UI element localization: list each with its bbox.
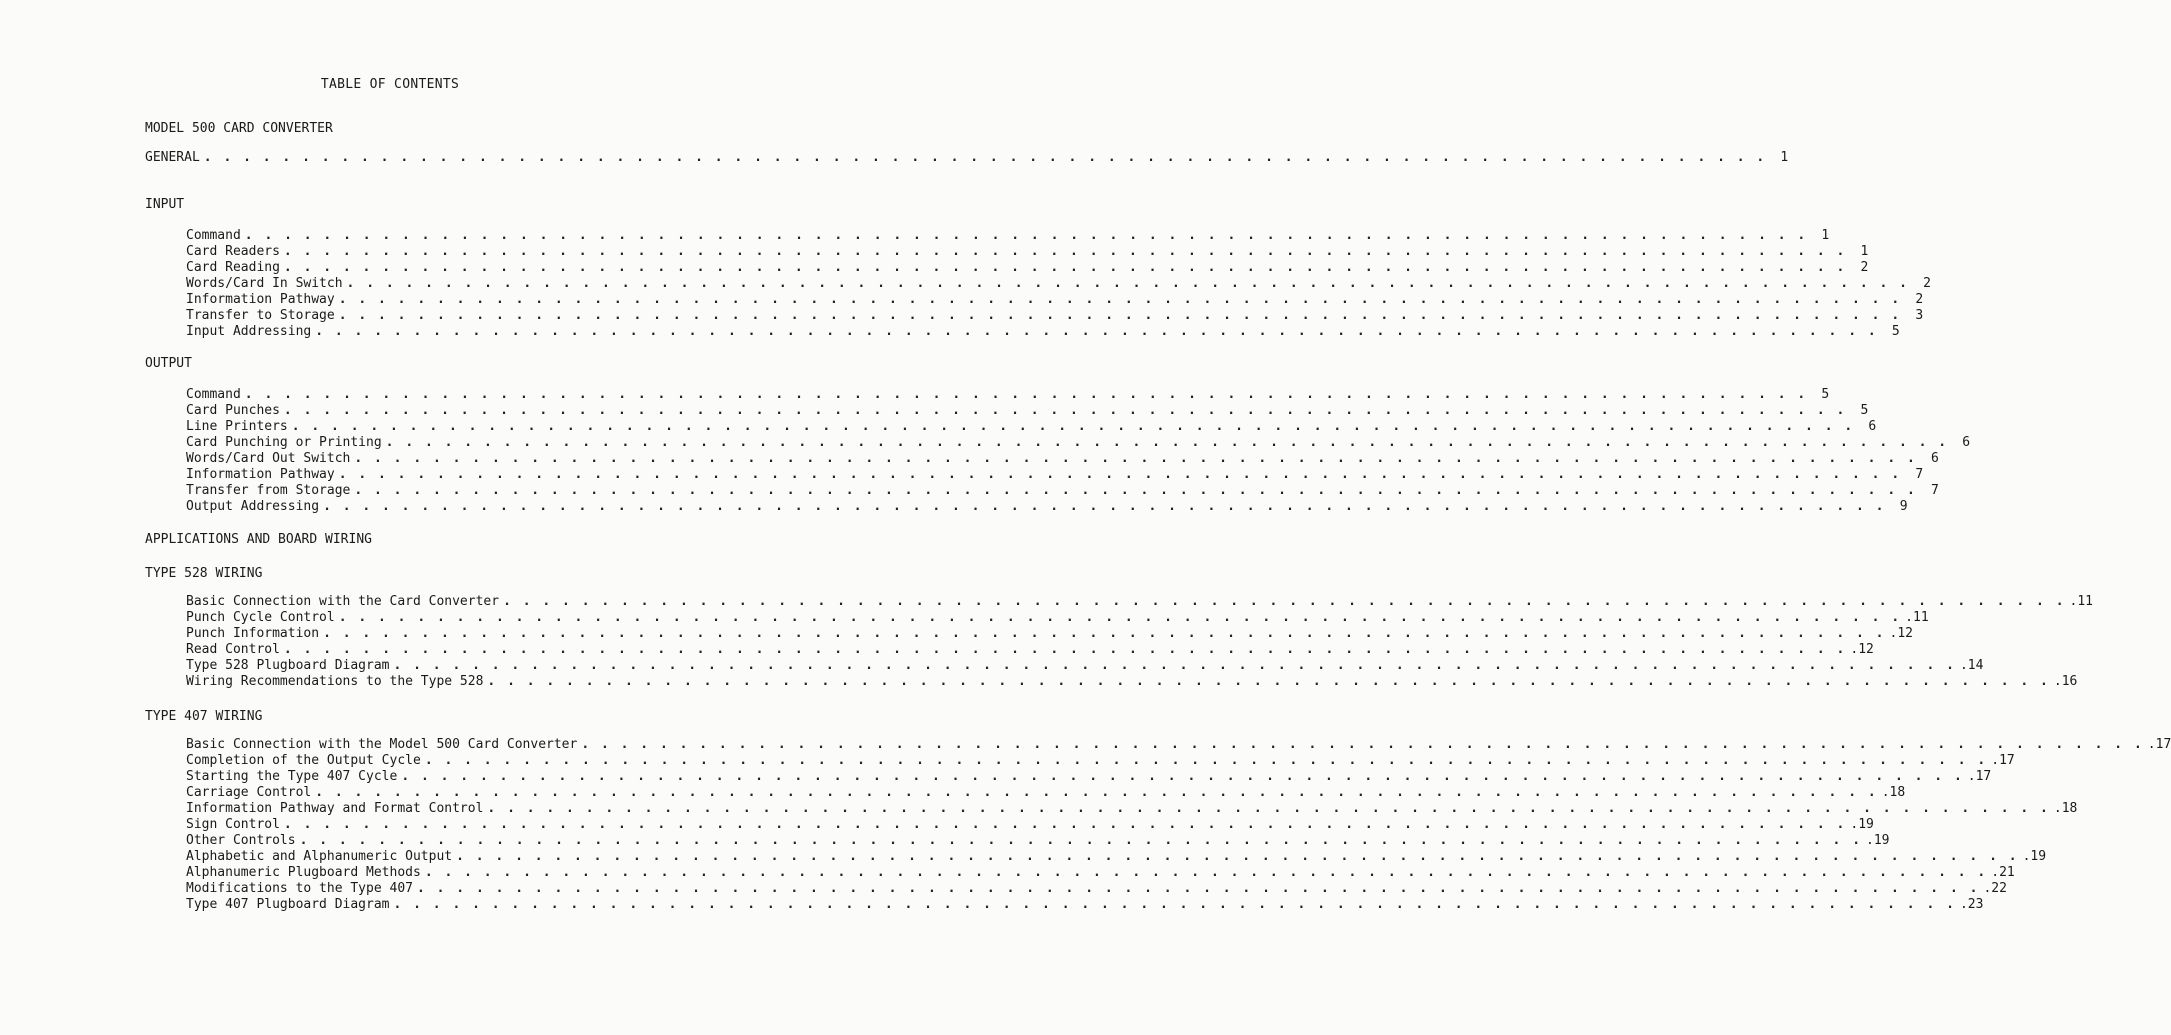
dot-leader: . . . . . . . . . . . . . . . . . . . . . . . . . . . . . . . . . . . . . . . . . . . . . . . . . . . . . . . . . . . . . . . . . . . . . . . . . . . . . . . . <box>385 435 1949 450</box>
toc-entry-page: 2 <box>1923 276 1931 291</box>
toc-entry-page: 7 <box>1931 483 1939 498</box>
toc-entry-label: Starting the Type 407 Cycle <box>186 769 398 784</box>
dot-leader: . . . . . . . . . . . . . . . . . . . . . . . . . . . . . . . . . . . . . . . . . . . . . . . . . . . . . . . . . . . . . . . . . . . . . . . . . . . . . . . . <box>291 419 1855 434</box>
toc-entry-page: 1 <box>1780 150 1789 165</box>
toc-entry-label: Information Pathway <box>186 467 335 482</box>
dot-leader: . . . . . . . . . . . . . . . . . . . . . . . . . . . . . . . . . . . . . . . . . . . . . . . . . . . . . . . . . . . . . . . . . . . . . . . . . . . . . . . . <box>393 897 1956 912</box>
toc-entry-label: Output Addressing <box>186 499 320 514</box>
toc-entry-label: Line Printers <box>186 419 288 434</box>
toc-entry <box>186 467 1924 483</box>
dot-leader: . . . . . . . . . . . . . . . . . . . . . . . . . . . . . . . . . . . . . . . . . . . . . . . . . . . . . . . . . . . . . . . . . . . . . . . . . . . . . . . . <box>503 594 2066 609</box>
toc-entry-page: .11 <box>1905 610 1929 625</box>
toc-entry-label: Transfer from Storage <box>186 483 351 498</box>
dot-leader: . . . . . . . . . . . . . . . . . . . . . . . . . . . . . . . . . . . . . . . . . . . . . . . . . . . . . . . . . . . . . . . . . . . . . . . . . . . . . . . . <box>456 849 2019 864</box>
toc-entry-label: Type 528 Plugboard Diagram <box>186 658 390 673</box>
toc-entry <box>186 753 2015 769</box>
dot-leader: . . . . . . . . . . . . . . . . . . . . . . . . . . . . . . . . . . . . . . . . . . . . . . . . . . . . . . . . . . . . . . . . . . . . . . . . . . . . . . . . <box>354 451 1917 466</box>
toc-entry <box>186 260 1869 276</box>
toc-entry-label: Punch Cycle Control <box>186 610 335 625</box>
toc-entry-page: 5 <box>1821 387 1830 402</box>
toc-entry-label: Command <box>186 387 241 402</box>
toc-entry-label: Modifications to the Type 407 <box>186 881 413 896</box>
toc-entry-page: .21 <box>1991 865 2015 880</box>
toc-entry <box>186 292 1924 308</box>
toc-entry-page: .17 <box>2147 737 2171 752</box>
toc-entry-label: Type 407 Plugboard Diagram <box>186 897 390 912</box>
toc-entry-label: Input Addressing <box>186 324 312 339</box>
toc-entry-page: .14 <box>1959 658 1984 673</box>
dot-leader: . . . . . . . . . . . . . . . . . . . . . . . . . . . . . . . . . . . . . . . . . . . . . . . . . . . . . . . . . . . . . . . . . . . . . . . . . . . . . . . . <box>346 276 1909 291</box>
toc-entry <box>186 244 1869 260</box>
toc-entry-label: Carriage Control <box>186 785 312 800</box>
dot-leader: . . . . . . . . . . . . . . . . . . . . . . . . . . . . . . . . . . . . . . . . . . . . . . . . . . . . . . . . . . . . . . . . . . . . . . . . . . . . . . . . <box>315 785 1878 800</box>
toc-entry-page: .19 <box>1866 833 1890 848</box>
toc-entry-page: 1 <box>1860 244 1869 259</box>
dot-leader: . . . . . . . . . . . . . . . . . . . . . . . . . . . . . . . . . . . . . . . . . . . . . . . . . . . . . . . . . . . . . . . . . . . . . . . . . . . . . . . . <box>487 674 2050 689</box>
dot-leader: . . . . . . . . . . . . . . . . . . . . . . . . . . . . . . . . . . . . . . . . . . . . . . . . . . . . . . . . . . . . . . . . . . . . . . . . . . . . . . . . <box>203 150 1767 165</box>
toc-entry-page: 7 <box>1915 467 1924 482</box>
toc-entry <box>186 865 2015 881</box>
dot-leader: . . . . . . . . . . . . . . . . . . . . . . . . . . . . . . . . . . . . . . . . . . . . . . . . . . . . . . . . . . . . . . . . . . . . . . . . . . . . . . . . <box>299 833 1863 848</box>
dot-leader: . . . . . . . . . . . . . . . . . . . . . . . . . . . . . . . . . . . . . . . . . . . . . . . . . . . . . . . . . . . . . . . . . . . . . . . . . . . . . . . . <box>283 260 1847 275</box>
toc-entry <box>186 419 1877 435</box>
toc-entry <box>186 324 1900 340</box>
toc-entry-label: Sign Control <box>186 817 280 832</box>
toc-entry <box>186 276 1931 292</box>
toc-entry-label: Card Readers <box>186 244 280 259</box>
toc-entry <box>186 610 1929 626</box>
dot-leader: . . . . . . . . . . . . . . . . . . . . . . . . . . . . . . . . . . . . . . . . . . . . . . . . . . . . . . . . . . . . . . . . . . . . . . . . . . . . . . . . <box>338 308 1902 323</box>
dot-leader: . . . . . . . . . . . . . . . . . . . . . . . . . . . . . . . . . . . . . . . . . . . . . . . . . . . . . . . . . . . . . . . . . . . . . . . . . . . . . . . . <box>338 610 1902 625</box>
toc-entry <box>186 228 1830 244</box>
toc-entry <box>186 674 2078 690</box>
toc-entry <box>186 817 1874 833</box>
toc-entry-label: GENERAL <box>145 150 200 165</box>
toc-entry <box>186 451 1939 467</box>
toc-entry-page: .18 <box>2053 801 2078 816</box>
dot-leader: . . . . . . . . . . . . . . . . . . . . . . . . . . . . . . . . . . . . . . . . . . . . . . . . . . . . . . . . . . . . . . . . . . . . . . . . . . . . . . . . <box>244 387 1808 402</box>
dot-leader: . . . . . . . . . . . . . . . . . . . . . . . . . . . . . . . . . . . . . . . . . . . . . . . . . . . . . . . . . . . . . . . . . . . . . . . . . . . . . . . . <box>283 244 1847 259</box>
toc-entry <box>186 737 2171 753</box>
toc-entry-label: Card Punches <box>186 403 280 418</box>
dot-leader: . . . . . . . . . . . . . . . . . . . . . . . . . . . . . . . . . . . . . . . . . . . . . . . . . . . . . . . . . . . . . . . . . . . . . . . . . . . . . . . . <box>424 865 1988 880</box>
toc-entry-label: Alphanumeric Plugboard Methods <box>186 865 421 880</box>
dot-leader: . . . . . . . . . . . . . . . . . . . . . . . . . . . . . . . . . . . . . . . . . . . . . . . . . . . . . . . . . . . . . . . . . . . . . . . . . . . . . . . . <box>393 658 1956 673</box>
section-heading-type-407: TYPE 407 WIRING <box>145 709 263 724</box>
toc-entry-page: .16 <box>2053 674 2078 689</box>
toc-entry-page: 5 <box>1891 324 1900 339</box>
page-title: TABLE OF CONTENTS <box>320 77 460 92</box>
toc-entry-label: Words/Card Out Switch <box>186 451 351 466</box>
dot-leader: . . . . . . . . . . . . . . . . . . . . . . . . . . . . . . . . . . . . . . . . . . . . . . . . . . . . . . . . . . . . . . . . . . . . . . . . . . . . . . . . <box>354 483 1917 498</box>
toc-entry <box>186 849 2047 865</box>
toc-entry-page: 6 <box>1868 419 1877 434</box>
toc-entry <box>186 483 1939 499</box>
toc-entry <box>186 897 1984 913</box>
toc-entry-label: Card Reading <box>186 260 280 275</box>
toc-entry-label: Card Punching or Printing <box>186 435 382 450</box>
dot-leader: . . . . . . . . . . . . . . . . . . . . . . . . . . . . . . . . . . . . . . . . . . . . . . . . . . . . . . . . . . . . . . . . . . . . . . . . . . . . . . . . <box>323 626 1886 641</box>
toc-entry <box>186 785 1906 801</box>
toc-entry-label: Alphabetic and Alphanumeric Output <box>186 849 453 864</box>
dot-leader: . . . . . . . . . . . . . . . . . . . . . . . . . . . . . . . . . . . . . . . . . . . . . . . . . . . . . . . . . . . . . . . . . . . . . . . . . . . . . . . . <box>338 292 1902 307</box>
toc-entry-label: Information Pathway and Format Control <box>186 801 484 816</box>
toc-entry-page: 6 <box>1962 435 1971 450</box>
toc-entry-label: Read Control <box>186 642 280 657</box>
toc-entry <box>186 881 2007 897</box>
dot-leader: . . . . . . . . . . . . . . . . . . . . . . . . . . . . . . . . . . . . . . . . . . . . . . . . . . . . . . . . . . . . . . . . . . . . . . . . . . . . . . . . <box>581 737 2144 752</box>
toc-entry <box>186 387 1830 403</box>
toc-entry <box>186 833 1890 849</box>
toc-entry <box>186 658 1984 674</box>
dot-leader: . . . . . . . . . . . . . . . . . . . . . . . . . . . . . . . . . . . . . . . . . . . . . . . . . . . . . . . . . . . . . . . . . . . . . . . . . . . . . . . . <box>244 228 1808 243</box>
toc-entry-page: 9 <box>1899 499 1908 514</box>
toc-entry-page: 5 <box>1860 403 1869 418</box>
toc-entry-label: Words/Card In Switch <box>186 276 343 291</box>
toc-entry-label: Command <box>186 228 241 243</box>
dot-leader: . . . . . . . . . . . . . . . . . . . . . . . . . . . . . . . . . . . . . . . . . . . . . . . . . . . . . . . . . . . . . . . . . . . . . . . . . . . . . . . . <box>283 642 1847 657</box>
toc-entry-page: .23 <box>1959 897 1984 912</box>
toc-entry-page: .22 <box>1983 881 2007 896</box>
section-heading-input: INPUT <box>145 197 185 212</box>
toc-entry-label: Other Controls <box>186 833 296 848</box>
dot-leader: . . . . . . . . . . . . . . . . . . . . . . . . . . . . . . . . . . . . . . . . . . . . . . . . . . . . . . . . . . . . . . . . . . . . . . . . . . . . . . . . <box>424 753 1988 768</box>
toc-entry-page: .19 <box>2022 849 2047 864</box>
dot-leader: . . . . . . . . . . . . . . . . . . . . . . . . . . . . . . . . . . . . . . . . . . . . . . . . . . . . . . . . . . . . . . . . . . . . . . . . . . . . . . . . <box>338 467 1902 482</box>
toc-entry-label: Wiring Recommendations to the Type 528 <box>186 674 484 689</box>
toc-entry-page: .12 <box>1889 626 1913 641</box>
toc-entry-page: 2 <box>1860 260 1869 275</box>
toc-entry-label: Information Pathway <box>186 292 335 307</box>
toc-entry <box>186 435 1971 451</box>
dot-leader: . . . . . . . . . . . . . . . . . . . . . . . . . . . . . . . . . . . . . . . . . . . . . . . . . . . . . . . . . . . . . . . . . . . . . . . . . . . . . . . . <box>487 801 2050 816</box>
toc-entry <box>186 642 1874 658</box>
toc-entry-page: .17 <box>1991 753 2015 768</box>
dot-leader: . . . . . . . . . . . . . . . . . . . . . . . . . . . . . . . . . . . . . . . . . . . . . . . . . . . . . . . . . . . . . . . . . . . . . . . . . . . . . . . . <box>283 403 1847 418</box>
toc-entry-label: Completion of the Output Cycle <box>186 753 421 768</box>
toc-entry <box>186 594 2094 610</box>
toc-entry-page: 6 <box>1931 451 1939 466</box>
section-heading-type-528: TYPE 528 WIRING <box>145 566 263 581</box>
dot-leader: . . . . . . . . . . . . . . . . . . . . . . . . . . . . . . . . . . . . . . . . . . . . . . . . . . . . . . . . . . . . . . . . . . . . . . . . . . . . . . . . <box>323 499 1886 514</box>
dot-leader: . . . . . . . . . . . . . . . . . . . . . . . . . . . . . . . . . . . . . . . . . . . . . . . . . . . . . . . . . . . . . . . . . . . . . . . . . . . . . . . . <box>283 817 1847 832</box>
toc-entry-page: .11 <box>2069 594 2094 609</box>
toc-entry-label: Punch Information <box>186 626 320 641</box>
dot-leader: . . . . . . . . . . . . . . . . . . . . . . . . . . . . . . . . . . . . . . . . . . . . . . . . . . . . . . . . . . . . . . . . . . . . . . . . . . . . . . . . <box>416 881 1980 896</box>
main-heading: MODEL 500 CARD CONVERTER <box>145 121 333 136</box>
toc-entry-page: 2 <box>1915 292 1924 307</box>
toc-entry-page: .17 <box>1967 769 1992 784</box>
toc-entry-page: 1 <box>1821 228 1830 243</box>
toc-entry <box>186 626 1913 642</box>
toc-entry <box>186 499 1908 515</box>
toc-entry-general <box>145 150 1789 166</box>
section-heading-output: OUTPUT <box>145 356 192 371</box>
toc-entry-label: Basic Connection with the Model 500 Card Converter <box>186 737 578 752</box>
toc-entry <box>186 308 1924 324</box>
dot-leader: . . . . . . . . . . . . . . . . . . . . . . . . . . . . . . . . . . . . . . . . . . . . . . . . . . . . . . . . . . . . . . . . . . . . . . . . . . . . . . . . <box>315 324 1878 339</box>
dot-leader: . . . . . . . . . . . . . . . . . . . . . . . . . . . . . . . . . . . . . . . . . . . . . . . . . . . . . . . . . . . . . . . . . . . . . . . . . . . . . . . . <box>401 769 1964 784</box>
section-heading-applications: APPLICATIONS AND BOARD WIRING <box>145 532 372 547</box>
toc-entry-page: .18 <box>1881 785 1906 800</box>
toc-entry-page: .19 <box>1850 817 1874 832</box>
toc-entry <box>186 403 1869 419</box>
toc-entry-label: Transfer to Storage <box>186 308 335 323</box>
toc-entry-page: .12 <box>1850 642 1874 657</box>
toc-entry-page: 3 <box>1915 308 1924 323</box>
toc-entry-label: Basic Connection with the Card Converter <box>186 594 500 609</box>
toc-entry <box>186 801 2078 817</box>
toc-entry <box>186 769 1992 785</box>
